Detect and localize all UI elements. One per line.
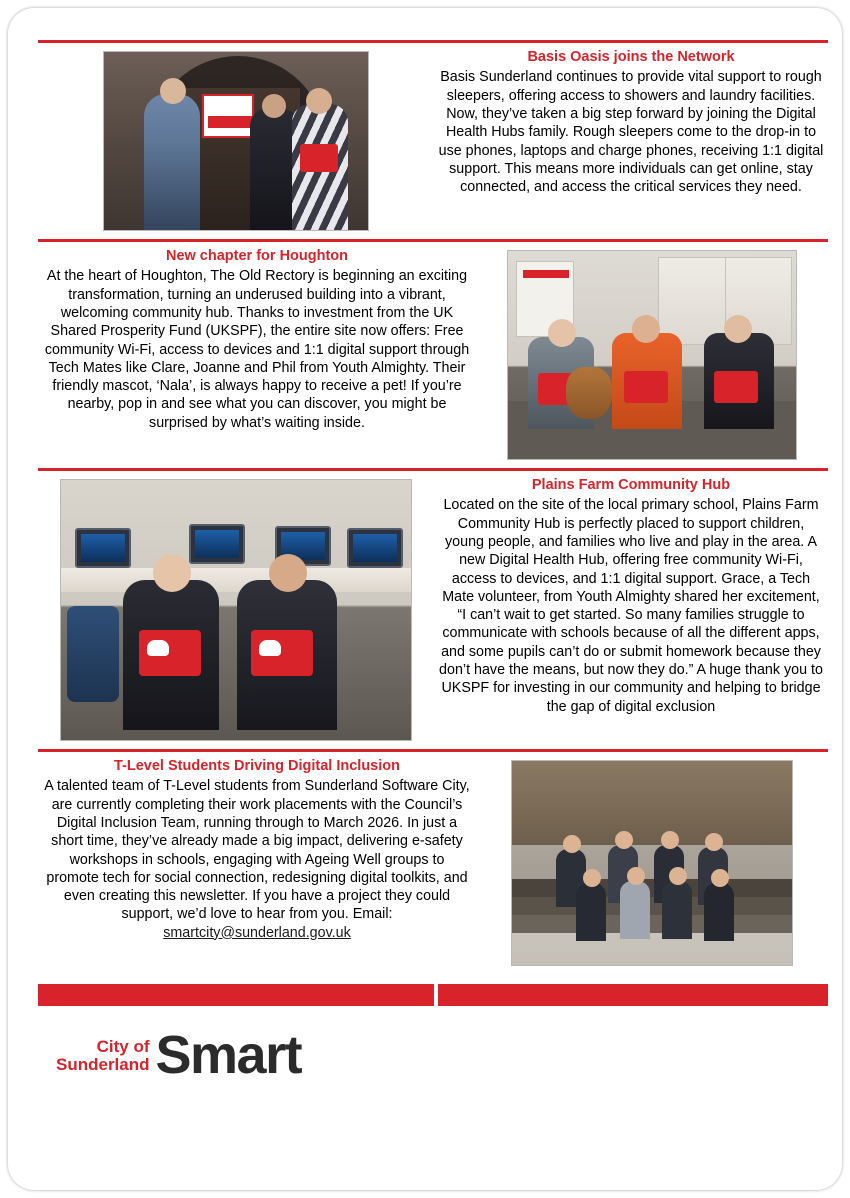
- section-basis-oasis: [38, 43, 828, 239]
- t-level-image-wrap: [476, 752, 828, 974]
- plains-farm-text: [434, 471, 828, 749]
- footer-bar-right: [438, 984, 828, 1006]
- section-plains-farm: [38, 471, 828, 749]
- t-level-photo: [511, 760, 793, 966]
- basis-oasis-headline: Basis Oasis joins the Network: [527, 49, 735, 65]
- t-level-headline: T-Level Students Driving Digital Inclusion: [113, 758, 400, 774]
- houghton-text: [38, 242, 476, 468]
- footer-bar-left: [38, 984, 434, 1006]
- logo-smart-wordmark: Smart: [155, 1025, 302, 1085]
- t-level-text: [38, 752, 476, 974]
- houghton-image-wrap: [476, 242, 828, 468]
- basis-oasis-body: Basis Sunderland continues to provide vital support to rough sleepers, offering access to showers and laundry facilities. Now, they’ve taken a big step forward by joining the Digital Health Hubs family. Rough sleepers come to the drop-in to use phones, laptops and charge phones, receiving 1:1 digital support. This means more individuals can get online, stay connected, and access the critical services they need.: [438, 69, 824, 196]
- logo-city-line1: City of: [96, 1036, 150, 1056]
- houghton-photo: [507, 250, 797, 460]
- plains-farm-body: Located on the site of the local primary school, Plains Farm Community Hub is perfectly placed to support children, young people, and families who live and play in the area. A new Digital Health Hub, offering free community Wi-Fi, access to devices, and 1:1 digital support. Grace, a Tech Mate volunteer, from Youth Almighty shared her excitement, “I can’t wait to get started. So many families struggle to communicate with schools because of all the different apps, and some pupils can’t do or submit homework because they don’t have the means, but now they do.” A huge thank you to UKSPF for investing in our community and helping to bridge the gap of digital exclusion: [439, 497, 823, 715]
- plains-farm-photo: [60, 479, 412, 741]
- logo-city-line2: Sunderland: [56, 1054, 150, 1074]
- basis-oasis-image-wrap: [38, 43, 434, 239]
- footer-logo: [38, 1006, 828, 1085]
- logo-city-of-sunderland: [56, 1038, 150, 1074]
- footer-bars: [38, 984, 828, 1006]
- section-t-level: [38, 752, 828, 974]
- contact-email-link[interactable]: smartcity@sunderland.gov.uk: [163, 924, 351, 941]
- t-level-body-text: A talented team of T-Level students from Sunderland Software City, are currently completing their work placements with the Council’s Digital Inclusion Team, running through to March 2026. In just a short time, they’ve already made a big impact, delivering e-safety workshops in schools, engaging with Ageing Well groups to promote tech for social connection, redesigning digital toolkits, and even creating this newsletter. If you have a project they could support, we’d love to hear from you. Email:: [44, 778, 470, 923]
- t-level-body: [42, 777, 472, 942]
- newsletter-content: [38, 40, 828, 1085]
- section-houghton: [38, 242, 828, 468]
- newsletter-page: [8, 8, 842, 1190]
- houghton-headline: New chapter for Houghton: [165, 248, 349, 264]
- houghton-body: At the heart of Houghton, The Old Rectory is beginning an exciting transformation, turning an underused building into a vibrant, welcoming community hub. Thanks to investment from the UK Shared Prosperity Fund (UKSPF), the entire site now offers: Free community Wi-Fi, access to devices and 1:1 digital support through Tech Mates like Clare, Joanne and Phil from Youth Almighty. Their friendly mascot, ‘Nala’, is always happy to receive a pet! If you’re nearby, pop in and see what you can discover, you might be surprised by what’s waiting inside.: [44, 268, 470, 431]
- plains-farm-headline: Plains Farm Community Hub: [531, 477, 731, 493]
- basis-oasis-text: [434, 43, 828, 239]
- basis-oasis-photo: [103, 51, 369, 231]
- plains-farm-image-wrap: [38, 471, 434, 749]
